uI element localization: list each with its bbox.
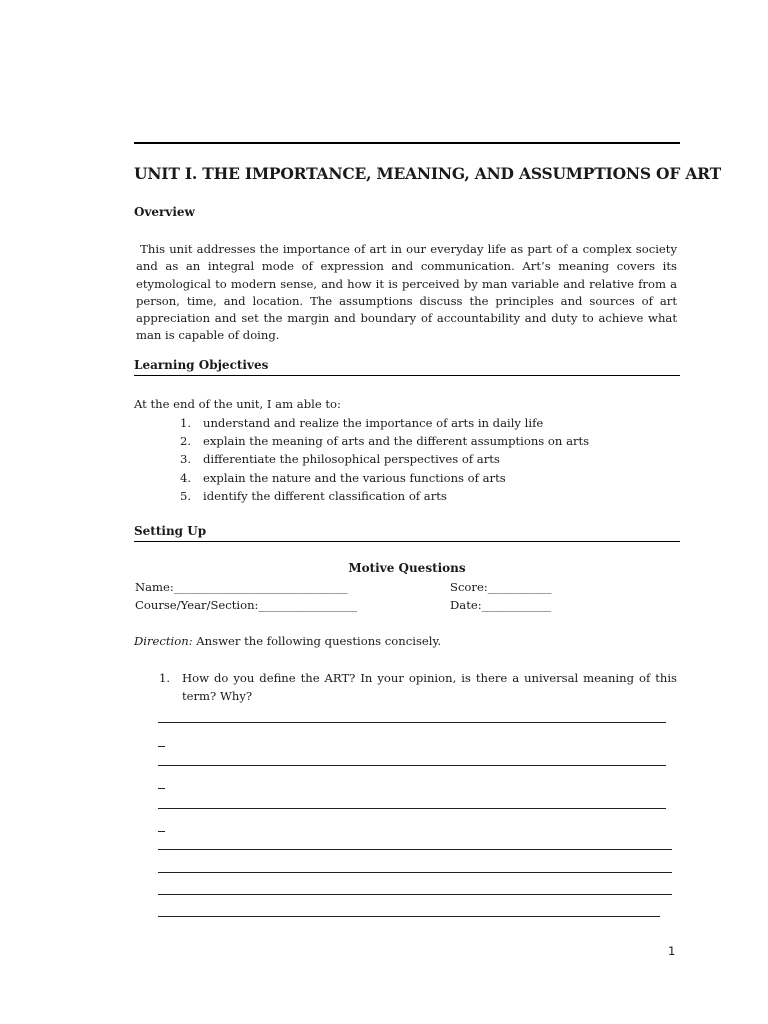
direction-text: Direction: Answer the following questions concisely. xyxy=(134,634,442,648)
objectives-list xyxy=(180,414,589,505)
list-item: 3. differentiate the philosophical perspectives of arts xyxy=(180,452,500,467)
setting-up-heading: Setting Up xyxy=(134,524,207,538)
list-item: 4. explain the nature and the various functions of arts xyxy=(180,470,506,485)
overview-line: person, time, and location. The assumptions discuss the principles and sources of art xyxy=(136,293,677,308)
score-field[interactable]: Score:___________ xyxy=(450,580,552,594)
question-text: How do you define the ART? In your opinion, is there a universal meaning of this term? Why? xyxy=(182,671,677,703)
objectives-intro: At the end of the unit, I am able to: xyxy=(134,397,341,411)
learning-objectives-heading: Learning Objectives xyxy=(134,358,269,372)
header-rule xyxy=(134,142,680,144)
list-item: 5. identify the different classification of arts xyxy=(180,488,447,503)
list-item: 2. explain the meaning of arts and the different assumptions on arts xyxy=(180,434,590,449)
answer-line[interactable] xyxy=(158,808,666,809)
question-number: 1. xyxy=(159,671,171,685)
overview-heading: Overview xyxy=(134,205,195,219)
answer-line[interactable] xyxy=(158,916,660,917)
question-1 xyxy=(159,670,677,705)
list-item: 1. understand and realize the importance of arts in daily life xyxy=(180,416,544,430)
page-number: 1 xyxy=(668,944,676,958)
answer-line[interactable] xyxy=(158,788,165,789)
motive-questions-heading: Motive Questions xyxy=(348,561,466,575)
date-field[interactable]: Date:____________ xyxy=(450,598,552,612)
answer-line[interactable] xyxy=(158,722,666,723)
learning-objectives-rule xyxy=(134,375,680,376)
unit-title: UNIT I. THE IMPORTANCE, MEANING, AND ASSUMPTIONS OF ART xyxy=(134,164,721,183)
answer-line[interactable] xyxy=(158,831,165,832)
answer-line[interactable] xyxy=(158,746,165,747)
answer-line[interactable] xyxy=(158,872,672,873)
overview-line: This unit addresses the importance of art in our everyday life as part of a complex society xyxy=(136,242,677,256)
direction-label: Direction: xyxy=(134,634,193,648)
name-field[interactable]: Name:______________________________ xyxy=(135,580,348,594)
answer-line[interactable] xyxy=(158,765,666,766)
overview-line: etymological to modern sense, and how it is perceived by man variable and relative from a xyxy=(136,276,677,291)
overview-line: and as an integral mode of expression and communication. Art’s meaning covers its xyxy=(136,259,677,274)
course-year-section-field[interactable]: Course/Year/Section:_________________ xyxy=(135,598,358,612)
answer-line[interactable] xyxy=(158,849,672,850)
overview-paragraph xyxy=(136,241,677,345)
answer-line[interactable] xyxy=(158,894,672,895)
setting-up-rule xyxy=(134,541,680,542)
overview-line: appreciation and set the margin and boundary of accountability and duty to achieve what xyxy=(136,311,677,326)
overview-line: man is capable of doing. xyxy=(136,328,280,343)
